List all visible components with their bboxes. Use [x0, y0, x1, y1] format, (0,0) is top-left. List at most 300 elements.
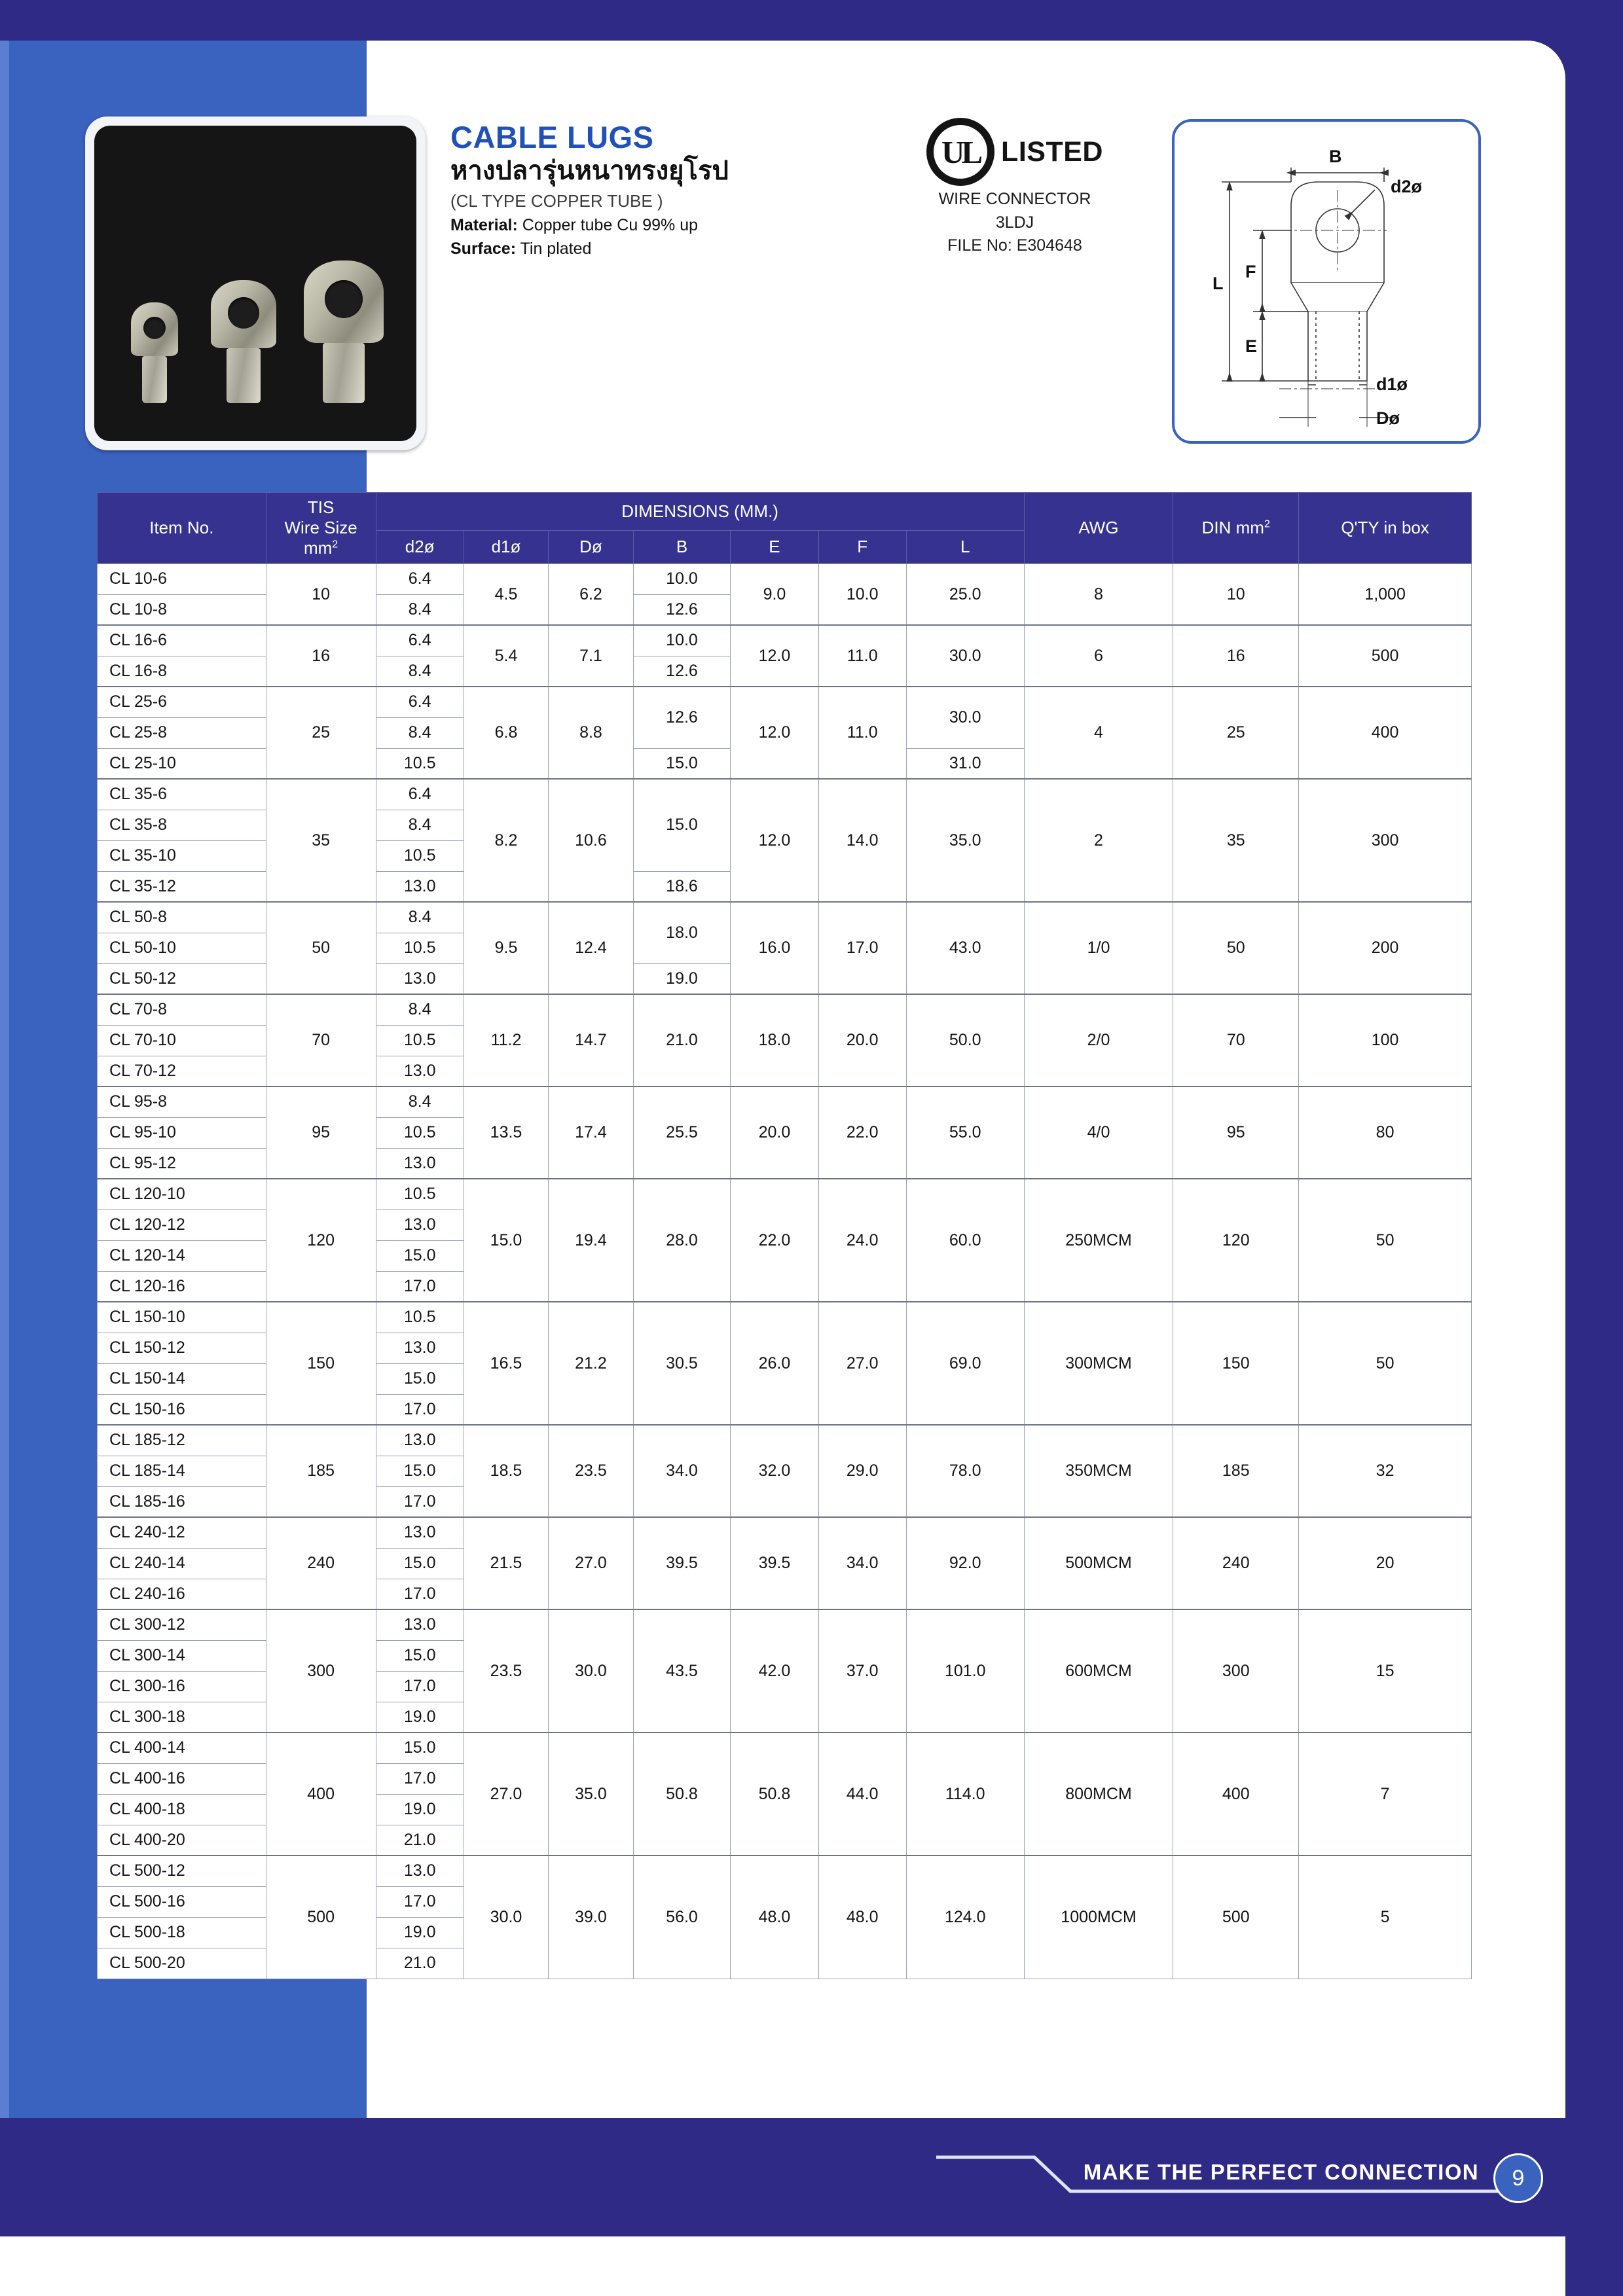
cell-tis-wire-size: 120 — [266, 1179, 376, 1302]
cell-d2: 13.0 — [376, 871, 464, 902]
cell-d2: 10.5 — [376, 748, 464, 779]
cell-f: 11.0 — [818, 625, 906, 687]
cell-l: 124.0 — [906, 1856, 1024, 1979]
cell-l: 114.0 — [906, 1732, 1024, 1856]
cell-din: 500 — [1173, 1856, 1299, 1979]
cell-d2: 13.0 — [376, 1517, 464, 1548]
cell-l: 30.0 — [906, 625, 1024, 687]
cell-item-no: CL 400-18 — [98, 1794, 266, 1825]
cell-item-no: CL 16-6 — [98, 625, 266, 656]
cell-d1: 13.5 — [464, 1086, 548, 1179]
cell-din: 50 — [1173, 902, 1299, 994]
tis-superscript: 2 — [332, 538, 338, 550]
dimension-drawing-svg — [1175, 122, 1484, 446]
cell-tis-wire-size: 16 — [266, 625, 376, 687]
cell-l: 25.0 — [906, 564, 1024, 625]
cell-l: 78.0 — [906, 1425, 1024, 1517]
cell-f: 24.0 — [818, 1179, 906, 1302]
cell-item-no: CL 150-12 — [98, 1333, 266, 1363]
cell-d2: 15.0 — [376, 1363, 464, 1394]
cell-item-no: CL 300-16 — [98, 1671, 266, 1702]
cell-awg: 250MCM — [1024, 1179, 1173, 1302]
cell-tis-wire-size: 50 — [266, 902, 376, 994]
cell-b: 30.5 — [633, 1302, 731, 1425]
cell-qty: 400 — [1299, 687, 1472, 779]
cell-d2: 10.5 — [376, 1302, 464, 1333]
cell-item-no: CL 35-10 — [98, 840, 266, 871]
cell-d2: 17.0 — [376, 1579, 464, 1609]
material-spec — [450, 216, 843, 235]
cable-lug-medium — [211, 280, 276, 403]
cell-item-no: CL 150-14 — [98, 1363, 266, 1394]
cell-dd: 8.8 — [549, 687, 633, 779]
page-title-thai: หางปลารุ่นหนาทรงยุโรป — [450, 156, 729, 186]
cell-tis-wire-size: 240 — [266, 1517, 376, 1609]
cell-tis-wire-size: 70 — [266, 994, 376, 1086]
cable-lug-large — [304, 260, 384, 403]
cell-item-no: CL 500-16 — [98, 1886, 266, 1917]
cell-qty: 20 — [1299, 1517, 1472, 1609]
cell-din: 150 — [1173, 1302, 1299, 1425]
cell-d2: 8.4 — [376, 1086, 464, 1117]
cell-d2: 10.5 — [376, 1117, 464, 1148]
cell-awg: 6 — [1024, 625, 1173, 687]
cell-b: 12.6 — [633, 594, 731, 625]
cell-qty: 80 — [1299, 1086, 1472, 1179]
cell-qty: 15 — [1299, 1609, 1472, 1732]
lug-hole — [325, 280, 363, 318]
drawing-label-d1: d1ø — [1376, 374, 1408, 394]
cell-awg: 4 — [1024, 687, 1173, 779]
cell-din: 240 — [1173, 1517, 1299, 1609]
cell-item-no: CL 400-20 — [98, 1825, 266, 1856]
cell-tis-wire-size: 500 — [266, 1856, 376, 1979]
table-row — [98, 779, 1472, 810]
cell-f: 20.0 — [818, 994, 906, 1086]
col-din — [1173, 493, 1299, 564]
ul-category: WIRE CONNECTOR — [938, 190, 1091, 208]
cell-dd: 23.5 — [549, 1425, 633, 1517]
cell-din: 95 — [1173, 1086, 1299, 1179]
cell-e: 9.0 — [731, 564, 818, 625]
cell-dd: 35.0 — [549, 1732, 633, 1856]
cell-item-no: CL 400-14 — [98, 1732, 266, 1763]
cell-f: 17.0 — [818, 902, 906, 994]
lug-head — [211, 280, 276, 348]
product-photo — [85, 117, 426, 450]
cell-e: 18.0 — [731, 994, 818, 1086]
col-d2: d2ø — [376, 530, 464, 564]
cell-d2: 15.0 — [376, 1732, 464, 1763]
cell-d2: 10.5 — [376, 933, 464, 963]
cell-e: 16.0 — [731, 902, 818, 994]
cell-d2: 21.0 — [376, 1825, 464, 1856]
cell-d2: 13.0 — [376, 1609, 464, 1640]
cell-item-no: CL 35-6 — [98, 779, 266, 810]
cell-awg: 1/0 — [1024, 902, 1173, 994]
cell-b: 43.5 — [633, 1609, 731, 1732]
cell-e: 50.8 — [731, 1732, 818, 1856]
cell-tis-wire-size: 300 — [266, 1609, 376, 1732]
cell-e: 48.0 — [731, 1856, 818, 1979]
cell-b: 39.5 — [633, 1517, 731, 1609]
cell-e: 12.0 — [731, 625, 818, 687]
cell-d2: 13.0 — [376, 1148, 464, 1179]
cell-item-no: CL 120-14 — [98, 1240, 266, 1271]
cell-b: 50.8 — [633, 1732, 731, 1856]
cell-b: 56.0 — [633, 1856, 731, 1979]
cell-d2: 6.4 — [376, 687, 464, 717]
drawing-label-dd: Dø — [1376, 408, 1400, 428]
footer-tagline: MAKE THE PERFECT CONNECTION — [1083, 2160, 1479, 2184]
cell-item-no: CL 300-12 — [98, 1609, 266, 1640]
cell-e: 42.0 — [731, 1609, 818, 1732]
cell-f: 14.0 — [818, 779, 906, 902]
drawing-label-b: B — [1329, 147, 1342, 166]
ul-certification-block — [877, 118, 1152, 256]
cell-b: 12.6 — [633, 687, 731, 748]
cell-item-no: CL 50-12 — [98, 963, 266, 994]
cell-tis-wire-size: 35 — [266, 779, 376, 902]
left-panel-edge — [0, 41, 9, 2119]
table-row — [98, 1086, 1472, 1117]
cell-qty: 200 — [1299, 902, 1472, 994]
cell-d2: 10.5 — [376, 840, 464, 871]
cell-d1: 6.8 — [464, 687, 548, 779]
ul-logo-icon — [926, 118, 994, 186]
cell-d2: 13.0 — [376, 1056, 464, 1086]
cell-item-no: CL 185-16 — [98, 1486, 266, 1517]
cell-awg: 2/0 — [1024, 994, 1173, 1086]
lug-hole — [228, 297, 259, 329]
table-row — [98, 687, 1472, 717]
cell-qty: 5 — [1299, 1856, 1472, 1979]
table-row — [98, 1609, 1472, 1640]
cell-d2: 13.0 — [376, 1425, 464, 1456]
table-header-row-1 — [98, 493, 1472, 531]
table-row — [98, 1732, 1472, 1763]
cell-d2: 19.0 — [376, 1794, 464, 1825]
col-e: E — [731, 530, 818, 564]
cell-din: 70 — [1173, 994, 1299, 1086]
product-title-block — [450, 121, 843, 259]
surface-value: Tin plated — [520, 240, 592, 259]
table-row — [98, 1517, 1472, 1548]
cell-qty: 500 — [1299, 625, 1472, 687]
cell-d2: 13.0 — [376, 1856, 464, 1886]
cell-d2: 13.0 — [376, 1333, 464, 1363]
cell-e: 26.0 — [731, 1302, 818, 1425]
product-photo-inner — [94, 126, 416, 441]
cell-d1: 15.0 — [464, 1179, 548, 1302]
cell-item-no: CL 70-8 — [98, 994, 266, 1025]
lug-barrel — [142, 356, 167, 403]
cell-d2: 10.5 — [376, 1025, 464, 1056]
lug-head — [304, 260, 384, 343]
cell-d2: 15.0 — [376, 1240, 464, 1271]
footer-white-strip — [0, 2236, 1565, 2296]
cell-b: 15.0 — [633, 748, 731, 779]
cell-item-no: CL 95-10 — [98, 1117, 266, 1148]
cell-dd: 12.4 — [549, 902, 633, 994]
cell-tis-wire-size: 25 — [266, 687, 376, 779]
cell-d2: 17.0 — [376, 1271, 464, 1302]
col-f: F — [818, 530, 906, 564]
col-awg: AWG — [1024, 493, 1173, 564]
cell-din: 35 — [1173, 779, 1299, 902]
cell-qty: 7 — [1299, 1732, 1472, 1856]
col-qty-in-box: Q'TY in box — [1299, 493, 1472, 564]
drawing-label-d2: d2ø — [1391, 177, 1423, 196]
cell-item-no: CL 25-10 — [98, 748, 266, 779]
col-d1: d1ø — [464, 530, 548, 564]
table-row — [98, 1179, 1472, 1210]
cell-dd: 39.0 — [549, 1856, 633, 1979]
lug-barrel — [323, 343, 365, 403]
cell-d2: 8.4 — [376, 717, 464, 748]
cell-din: 300 — [1173, 1609, 1299, 1732]
cell-l: 101.0 — [906, 1609, 1024, 1732]
cell-item-no: CL 185-14 — [98, 1456, 266, 1486]
cell-l: 60.0 — [906, 1179, 1024, 1302]
cell-b: 19.0 — [633, 963, 731, 994]
cell-d2: 17.0 — [376, 1394, 464, 1425]
cell-item-no: CL 185-12 — [98, 1425, 266, 1456]
cell-b: 18.0 — [633, 902, 731, 963]
drawing-label-e: E — [1245, 336, 1258, 356]
ul-category-code: 3LDJ — [995, 213, 1034, 232]
cell-dd: 21.2 — [549, 1302, 633, 1425]
cell-qty: 50 — [1299, 1179, 1472, 1302]
cell-l: 30.0 — [906, 687, 1024, 748]
tis-line-1: TIS — [307, 497, 335, 517]
cell-dd: 14.7 — [549, 994, 633, 1086]
cell-l: 55.0 — [906, 1086, 1024, 1179]
ul-mark-text: UL — [941, 134, 980, 170]
cell-dd: 27.0 — [549, 1517, 633, 1609]
cell-l: 31.0 — [906, 748, 1024, 779]
lug-barrel — [227, 348, 261, 403]
cell-awg: 1000MCM — [1024, 1856, 1173, 1979]
cable-lug-small — [131, 302, 178, 403]
page-title: CABLE LUGS — [450, 120, 654, 154]
cell-awg: 600MCM — [1024, 1609, 1173, 1732]
cell-f: 29.0 — [818, 1425, 906, 1517]
table-body — [98, 564, 1472, 1979]
cell-dd: 6.2 — [549, 564, 633, 625]
cell-d1: 30.0 — [464, 1856, 548, 1979]
table-row — [98, 1856, 1472, 1886]
table-row — [98, 902, 1472, 933]
cell-f: 11.0 — [818, 687, 906, 779]
cell-item-no: CL 400-16 — [98, 1763, 266, 1794]
col-dd: Dø — [549, 530, 633, 564]
cell-d2: 8.4 — [376, 994, 464, 1025]
tis-line-2: Wire Size mm — [284, 518, 357, 558]
cell-awg: 300MCM — [1024, 1302, 1173, 1425]
cell-tis-wire-size: 95 — [266, 1086, 376, 1179]
dimension-drawing — [1172, 119, 1481, 444]
cell-din: 25 — [1173, 687, 1299, 779]
cell-d2: 21.0 — [376, 1948, 464, 1979]
cell-l: 92.0 — [906, 1517, 1024, 1609]
cell-d1: 5.4 — [464, 625, 548, 687]
cell-item-no: CL 16-8 — [98, 656, 266, 687]
cell-item-no: CL 240-12 — [98, 1517, 266, 1548]
cell-d2: 8.4 — [376, 810, 464, 840]
cell-e: 12.0 — [731, 779, 818, 902]
table-row — [98, 1302, 1472, 1333]
cell-d1: 27.0 — [464, 1732, 548, 1856]
cell-item-no: CL 500-18 — [98, 1917, 266, 1948]
cell-item-no: CL 70-12 — [98, 1056, 266, 1086]
material-value: Copper tube Cu 99% up — [522, 216, 699, 235]
specification-table — [97, 492, 1472, 1979]
cell-d1: 8.2 — [464, 779, 548, 902]
cell-qty: 50 — [1299, 1302, 1472, 1425]
cell-item-no: CL 240-14 — [98, 1548, 266, 1579]
cell-qty: 32 — [1299, 1425, 1472, 1517]
cell-awg: 8 — [1024, 564, 1173, 625]
table-row — [98, 994, 1472, 1025]
lug-head — [131, 302, 178, 356]
cell-e: 32.0 — [731, 1425, 818, 1517]
cell-f: 44.0 — [818, 1732, 906, 1856]
cell-l: 35.0 — [906, 779, 1024, 902]
col-tis-wire-size — [266, 493, 376, 564]
surface-spec — [450, 240, 843, 259]
cell-dd: 30.0 — [549, 1609, 633, 1732]
cell-item-no: CL 70-10 — [98, 1025, 266, 1056]
table-row — [98, 564, 1472, 594]
cell-d2: 15.0 — [376, 1640, 464, 1671]
table-row — [98, 1425, 1472, 1456]
cell-e: 20.0 — [731, 1086, 818, 1179]
cell-item-no: CL 240-16 — [98, 1579, 266, 1609]
din-superscript: 2 — [1264, 518, 1270, 530]
cell-d2: 8.4 — [376, 656, 464, 687]
cell-item-no: CL 50-8 — [98, 902, 266, 933]
table-header — [98, 493, 1472, 564]
cell-item-no: CL 300-18 — [98, 1702, 266, 1732]
cell-dd: 19.4 — [549, 1179, 633, 1302]
cell-tis-wire-size: 400 — [266, 1732, 376, 1856]
cell-d2: 17.0 — [376, 1486, 464, 1517]
cell-item-no: CL 500-12 — [98, 1856, 266, 1886]
cell-b: 18.6 — [633, 871, 731, 902]
cell-d2: 8.4 — [376, 902, 464, 933]
cell-d2: 8.4 — [376, 594, 464, 625]
cell-din: 10 — [1173, 564, 1299, 625]
cell-d2: 10.5 — [376, 1179, 464, 1210]
cell-b: 15.0 — [633, 779, 731, 871]
cell-l: 50.0 — [906, 994, 1024, 1086]
cell-d2: 15.0 — [376, 1548, 464, 1579]
material-label: Material: — [450, 216, 518, 235]
product-type-subtitle: (CL TYPE COPPER TUBE ) — [450, 191, 663, 211]
cell-awg: 4/0 — [1024, 1086, 1173, 1179]
cell-d2: 19.0 — [376, 1702, 464, 1732]
cell-dd: 7.1 — [549, 625, 633, 687]
cell-f: 37.0 — [818, 1609, 906, 1732]
cell-l: 43.0 — [906, 902, 1024, 994]
cell-item-no: CL 120-10 — [98, 1179, 266, 1210]
cell-d1: 21.5 — [464, 1517, 548, 1609]
cell-dd: 10.6 — [549, 779, 633, 902]
cell-d2: 6.4 — [376, 779, 464, 810]
cell-d2: 6.4 — [376, 625, 464, 656]
drawing-label-l: L — [1213, 274, 1224, 293]
cell-din: 120 — [1173, 1179, 1299, 1302]
cell-tis-wire-size: 150 — [266, 1302, 376, 1425]
cell-item-no: CL 25-8 — [98, 717, 266, 748]
ul-file-number: FILE No: E304648 — [947, 236, 1082, 255]
cell-tis-wire-size: 185 — [266, 1425, 376, 1517]
cell-d1: 11.2 — [464, 994, 548, 1086]
cell-d2: 19.0 — [376, 1917, 464, 1948]
cell-e: 12.0 — [731, 687, 818, 779]
lug-hole — [143, 317, 166, 339]
cell-item-no: CL 120-12 — [98, 1210, 266, 1240]
cell-item-no: CL 95-12 — [98, 1148, 266, 1179]
cell-item-no: CL 25-6 — [98, 687, 266, 717]
cell-item-no: CL 50-10 — [98, 933, 266, 963]
cell-d2: 17.0 — [376, 1886, 464, 1917]
cell-awg: 500MCM — [1024, 1517, 1173, 1609]
cell-item-no: CL 35-12 — [98, 871, 266, 902]
cell-tis-wire-size: 10 — [266, 564, 376, 625]
cell-b: 25.5 — [633, 1086, 731, 1179]
cell-f: 10.0 — [818, 564, 906, 625]
cell-item-no: CL 150-16 — [98, 1394, 266, 1425]
cell-d2: 17.0 — [376, 1763, 464, 1794]
cell-din: 185 — [1173, 1425, 1299, 1517]
cell-d1: 9.5 — [464, 902, 548, 994]
cell-din: 16 — [1173, 625, 1299, 687]
col-item-no: Item No. — [98, 493, 266, 564]
din-label: DIN mm — [1201, 518, 1264, 537]
cell-l: 69.0 — [906, 1302, 1024, 1425]
cell-item-no: CL 120-16 — [98, 1271, 266, 1302]
cell-e: 22.0 — [731, 1179, 818, 1302]
cell-d2: 15.0 — [376, 1456, 464, 1486]
cell-d2: 13.0 — [376, 1210, 464, 1240]
ul-listed-label: LISTED — [1001, 135, 1103, 168]
ul-mark-row — [877, 118, 1152, 186]
cell-d1: 18.5 — [464, 1425, 548, 1517]
cell-din: 400 — [1173, 1732, 1299, 1856]
cell-f: 27.0 — [818, 1302, 906, 1425]
cell-item-no: CL 10-8 — [98, 594, 266, 625]
col-dimensions-group: DIMENSIONS (MM.) — [376, 493, 1024, 531]
cell-item-no: CL 150-10 — [98, 1302, 266, 1333]
cell-qty: 300 — [1299, 779, 1472, 902]
cell-b: 10.0 — [633, 625, 731, 656]
cell-d1: 16.5 — [464, 1302, 548, 1425]
cell-f: 22.0 — [818, 1086, 906, 1179]
col-b: B — [633, 530, 731, 564]
cell-f: 48.0 — [818, 1856, 906, 1979]
cell-b: 21.0 — [633, 994, 731, 1086]
cell-b: 10.0 — [633, 564, 731, 594]
table-row — [98, 625, 1472, 656]
cell-d1: 4.5 — [464, 564, 548, 625]
cell-dd: 17.4 — [549, 1086, 633, 1179]
cell-item-no: CL 10-6 — [98, 564, 266, 594]
cell-item-no: CL 35-8 — [98, 810, 266, 840]
cell-awg: 800MCM — [1024, 1732, 1173, 1856]
cell-item-no: CL 500-20 — [98, 1948, 266, 1979]
